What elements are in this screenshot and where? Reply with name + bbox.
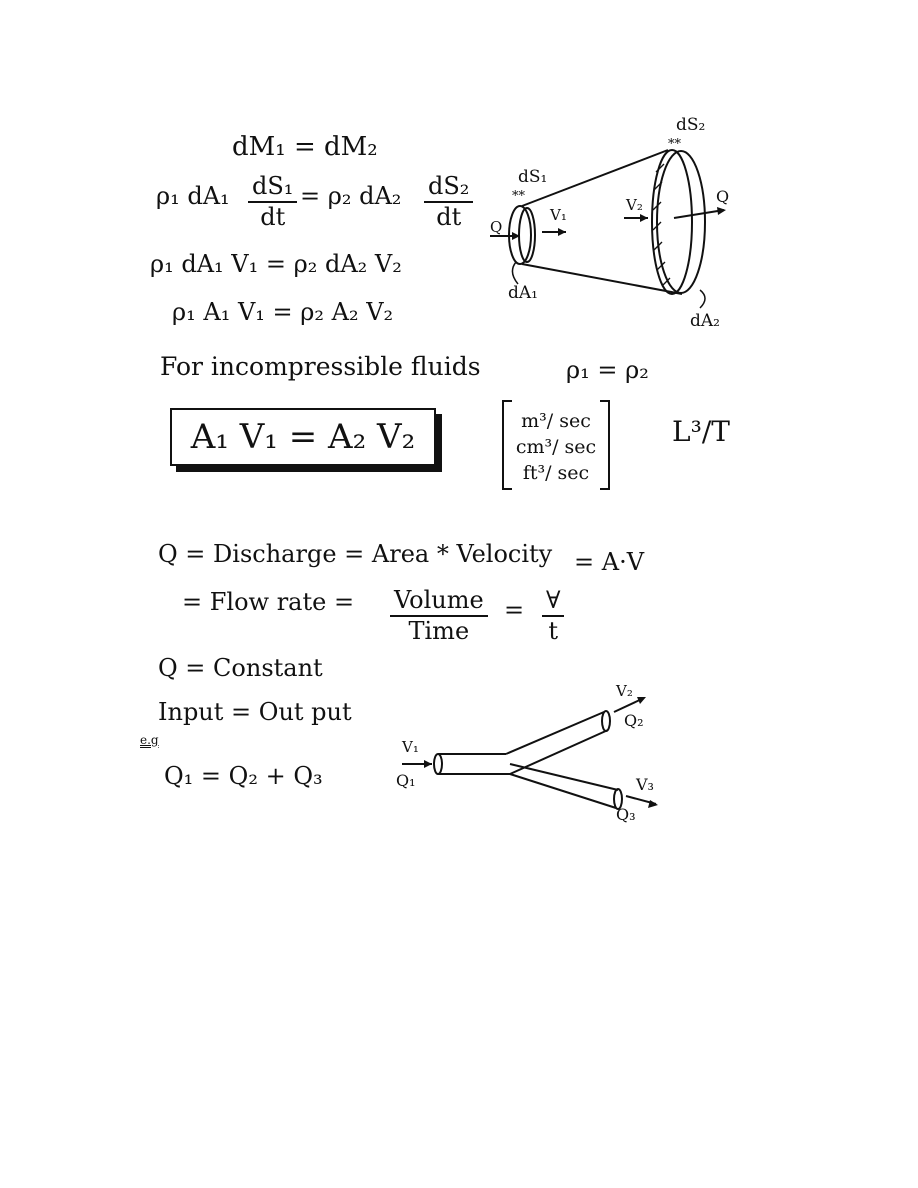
pipe-v1-label: V₁ [402, 738, 419, 756]
time-denominator: Time [408, 617, 470, 646]
discharge-definition: Q = Discharge = Area * Velocity [158, 540, 553, 568]
da2-label: dA₂ [690, 311, 720, 331]
velocity-form-equation: ρ₁ dA₁ V₁ = ρ₂ dA₂ V₂ [150, 250, 402, 278]
pipe-q1-label: Q₁ [396, 771, 416, 790]
dt-denominator-2: dt [436, 203, 462, 232]
density-condition: ρ₁ = ρ₂ [566, 356, 649, 384]
incompressible-label: For incompressible fluids [160, 352, 481, 381]
ds1-stars: ** [512, 189, 525, 204]
equals-sign: = [504, 596, 525, 624]
volume-numerator: Volume [390, 588, 488, 617]
input-output-statement: Input = Out put [158, 698, 352, 726]
mass-rate-middle: = ρ₂ dA₂ [300, 182, 402, 210]
q-constant-statement: Q = Constant [158, 654, 323, 682]
mass-balance-equation: dM₁ = dM₂ [232, 132, 378, 162]
mass-rate-lhs: ρ₁ dA₁ [156, 182, 230, 210]
discharge-short-form: = A·V [574, 548, 645, 576]
eg-label: e.g [140, 733, 159, 747]
q-outflow-label: Q [716, 187, 730, 206]
pipe-q2-label: Q₂ [624, 711, 644, 730]
unit-ft3: ft³/ sec [522, 462, 590, 484]
ds2-stars: ** [668, 137, 681, 152]
pipe-q3-label: Q₃ [616, 805, 636, 824]
ds1-numerator: dS₁ [248, 174, 297, 203]
area-form-equation: ρ₁ A₁ V₁ = ρ₂ A₂ V₂ [172, 298, 394, 326]
unit-cm3: cm³/ sec [515, 436, 597, 458]
branch-example-equation: Q₁ = Q₂ + Q₃ [164, 762, 323, 790]
pipe-v3-label: V₃ [636, 775, 654, 794]
v2-label: V₂ [626, 196, 643, 214]
ds2-numerator: dS₂ [424, 174, 473, 203]
flow-rate-label: = Flow rate = [182, 588, 355, 616]
t-symbol: t [548, 617, 559, 646]
ds1-label: dS₁ [518, 167, 548, 187]
q-inflow-label: Q [490, 218, 503, 236]
dt-denominator-1: dt [260, 203, 286, 232]
pipe-v2-label: V₂ [616, 682, 633, 700]
continuity-equation: A₁ V₁ = A₂ V₂ [190, 417, 416, 457]
v1-label: V₁ [550, 206, 567, 224]
unit-m3: m³/ sec [521, 410, 591, 432]
da1-label: dA₁ [508, 283, 538, 303]
dimension-label: L³/T [672, 415, 730, 448]
vol-symbol: ∀ [542, 588, 564, 617]
ds2-label: dS₂ [676, 115, 706, 135]
